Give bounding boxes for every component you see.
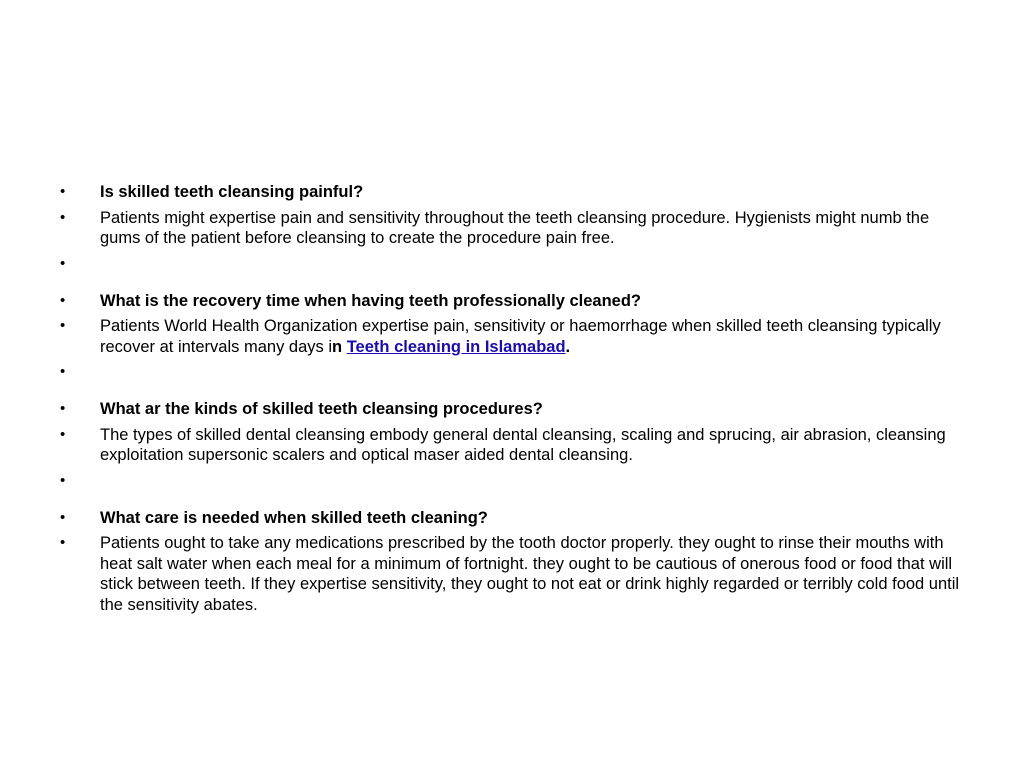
faq-question-2	[60, 291, 965, 312]
bullet-icon: •	[60, 208, 66, 226]
question-text: What care is needed when skilled teeth cleaning?	[100, 508, 488, 527]
answer-text: The types of skilled dental cleansing embody general dental cleansing, scaling and sprucing, air abrasion, cleansing exploitation supersonic scalers and optical maser aided dental cleansing.	[100, 425, 946, 464]
faq-answer-2	[60, 316, 965, 357]
faq-question-4	[60, 508, 965, 529]
bullet-icon: •	[60, 363, 66, 380]
teeth-cleaning-link[interactable]: Teeth cleaning in Islamabad	[346, 337, 566, 356]
bullet-icon: •	[60, 534, 66, 551]
bullet-icon: •	[60, 400, 66, 417]
question-text: What is the recovery time when having teeth professionally cleaned?	[100, 291, 641, 310]
bullet-icon: •	[60, 471, 66, 489]
bullet-icon: •	[60, 254, 66, 272]
empty-bullet	[60, 471, 965, 491]
faq-answer-4	[60, 533, 965, 615]
bullet-icon: •	[60, 183, 66, 200]
empty-bullet	[60, 362, 965, 382]
answer-text: Patients World Health Organization expertise pain, sensitivity or haemorrhage when skilled teeth cleansing typically recover at intervals many days i	[100, 317, 941, 356]
question-text: What ar the kinds of skilled teeth cleansing procedures?	[100, 400, 543, 418]
faq-question-3	[60, 399, 965, 420]
faq-answer-3	[60, 425, 965, 466]
bullet-icon: •	[60, 291, 66, 309]
slide-content	[60, 182, 965, 620]
faq-answer-1	[60, 208, 965, 249]
answer-text: Patients might expertise pain and sensitivity throughout the teeth cleansing procedure. Hygienists might numb the gums of the patient before cleansing to create the procedure pain free.	[100, 208, 930, 247]
answer-bold-char: n	[332, 337, 343, 356]
question-text: Is skilled teeth cleansing painful?	[100, 183, 364, 201]
bullet-icon: •	[60, 317, 66, 334]
bullet-icon: •	[60, 425, 66, 443]
answer-text: Patients ought to take any medications prescribed by the tooth doctor properly. they ought to rinse their mouths with heat salt water when each meal for a minimum of fortnight. they ought to be cautious of onerous food or food that will stick between teeth. If they expertise sensitivity, they ought to not eat or drink highly regarded or terribly cold food until the sensitivity abates.	[100, 534, 960, 614]
answer-suffix: .	[565, 337, 571, 356]
empty-bullet	[60, 254, 965, 274]
faq-list	[60, 182, 965, 615]
bullet-icon: •	[60, 508, 66, 526]
faq-question-1	[60, 182, 965, 203]
